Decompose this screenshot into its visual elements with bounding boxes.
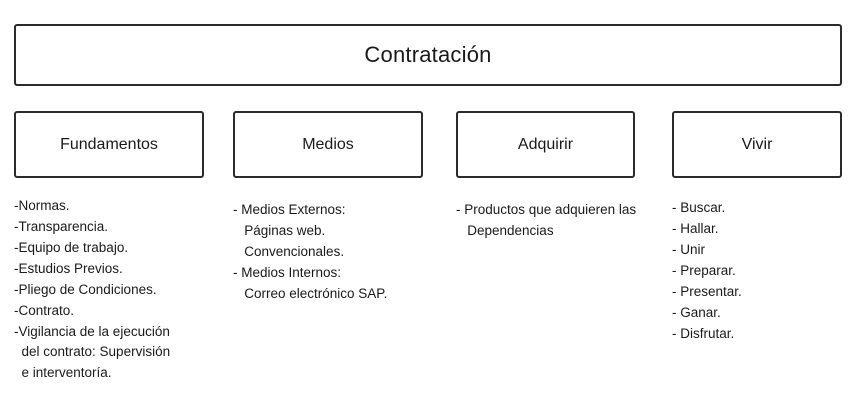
list-item: - Productos que adquieren las: [456, 202, 637, 217]
list-item: Dependencias: [456, 222, 554, 238]
list-item: -Transparencia.: [14, 218, 109, 234]
list-item: - Preparar.: [672, 262, 736, 278]
diagram-column-vivir: [672, 111, 842, 344]
list-item: -Vigilancia de la ejecución: [14, 323, 170, 339]
diagram-title-box: [14, 24, 842, 86]
diagram-column-medios: [233, 111, 423, 305]
column-header-box: [14, 111, 204, 178]
list-item: - Presentar.: [672, 283, 742, 299]
list-item: -Estudios Previos.: [14, 260, 123, 276]
column-body: [672, 198, 842, 344]
list-item: - Medios Externos:: [233, 202, 346, 217]
column-body: [14, 196, 204, 384]
diagram-column-adquirir: [456, 111, 640, 242]
list-item: - Hallar.: [672, 220, 719, 236]
diagram-title: Contratación: [364, 42, 492, 67]
list-item: e interventoría.: [14, 365, 112, 381]
column-header-box: [672, 111, 842, 178]
list-item: Páginas web.: [233, 222, 326, 238]
column-header-label: Adquirir: [517, 135, 574, 153]
column-header-label: Medios: [302, 135, 354, 153]
column-header-label: Fundamentos: [60, 135, 158, 153]
list-item: -Pliego de Condiciones.: [14, 281, 157, 297]
list-item: -Equipo de trabajo.: [14, 239, 129, 255]
list-item: del contrato: Supervisión: [14, 344, 171, 360]
list-item: -Normas.: [14, 198, 70, 213]
column-header-box: [233, 111, 423, 178]
list-item: - Medios Internos:: [233, 264, 342, 280]
column-body: [456, 200, 640, 242]
column-body: [233, 200, 423, 305]
diagram-column-fundamentos: [14, 111, 204, 384]
list-item: - Ganar.: [672, 304, 721, 320]
list-item: -Contrato.: [14, 302, 75, 318]
list-item: - Disfrutar.: [672, 325, 735, 341]
list-item: - Buscar.: [672, 200, 726, 215]
list-item: Convencionales.: [233, 243, 345, 259]
list-item: Correo electrónico SAP.: [233, 285, 388, 301]
column-header-label: Vivir: [741, 135, 773, 153]
column-header-box: [456, 111, 635, 178]
list-item: - Unir: [672, 241, 705, 257]
